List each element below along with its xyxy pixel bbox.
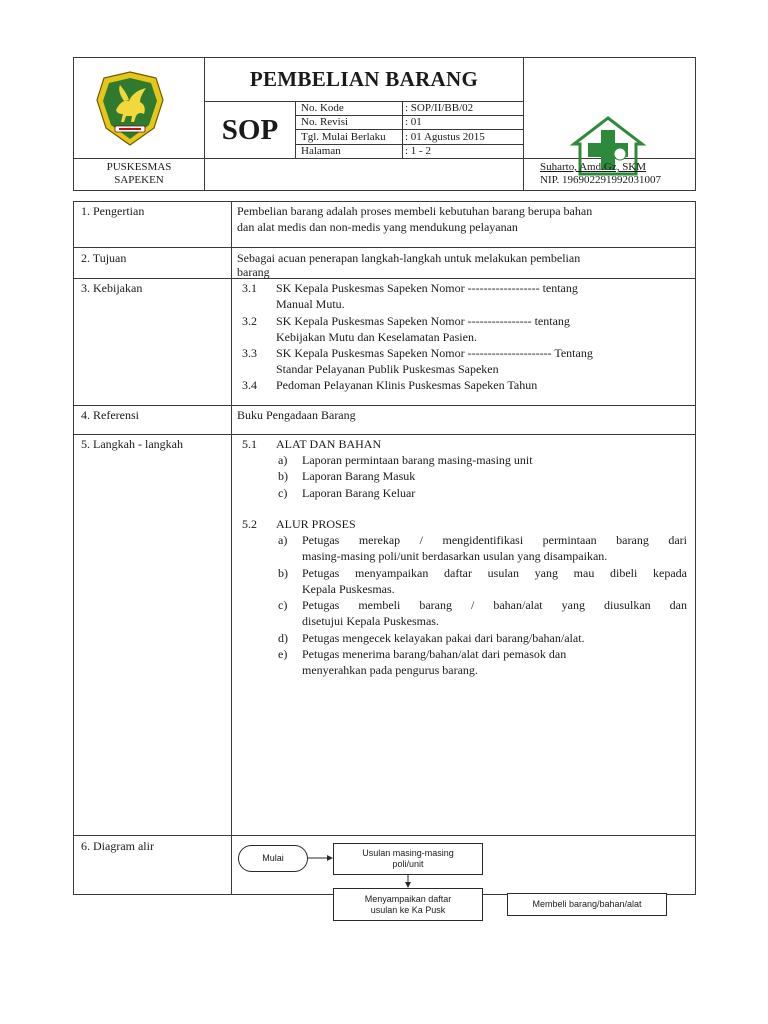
meta-date-label: Tgl. Mulai Berlaku xyxy=(301,131,386,143)
list-item: Laporan Barang Masuk xyxy=(302,469,416,483)
meta-page-value: : 1 - 2 xyxy=(405,145,431,157)
flow-sampaikan-line2: usulan ke Ka Pusk xyxy=(370,904,446,915)
sop-label: SOP xyxy=(221,114,279,146)
flow-membeli-node xyxy=(507,893,667,916)
tujuan-line2: barang xyxy=(237,265,270,279)
kebijakan-num: 3.3 xyxy=(242,346,257,360)
document-title: PEMBELIAN BARANG xyxy=(249,67,479,91)
list-item: Petugas menyampaikan daftar usulan yang mau dibeli kepada xyxy=(302,566,687,580)
meta-revision-label: No. Revisi xyxy=(301,116,349,128)
flow-membeli-label: Membeli barang/bahan/alat xyxy=(532,899,642,909)
kebijakan-text: SK Kepala Puskesmas Sapeken Nomor ------------------ tentang xyxy=(276,281,578,295)
list-letter: e) xyxy=(278,647,288,661)
meta-revision-value: : 01 xyxy=(405,116,422,128)
tujuan-line1: Sebagai acuan penerapan langkah-langkah untuk melakukan pembelian xyxy=(237,251,581,265)
list-item: Petugas membeli barang / bahan/alat yang diusulkan dan xyxy=(302,598,687,612)
meta-code-value: : SOP/II/BB/02 xyxy=(405,102,474,114)
flow-sampaikan-line1: Menyampaikan daftar xyxy=(364,893,452,904)
list-letter: d) xyxy=(278,631,288,645)
flow-sampaikan-node xyxy=(333,888,483,921)
meta-code-label: No. Kode xyxy=(301,102,344,114)
list-letter: a) xyxy=(278,453,288,467)
list-item: Petugas merekap / mengidentifikasi permintaan barang dari xyxy=(302,533,687,547)
flow-start-node xyxy=(238,845,308,872)
org-name-line2: SAPEKEN xyxy=(114,174,164,186)
flow-usulan-line2: poli/unit xyxy=(392,859,424,869)
signer-nip: NIP. 196902291992031007 xyxy=(540,174,662,186)
org-name-line1: PUSKESMAS xyxy=(106,161,172,173)
kebijakan-num: 3.1 xyxy=(242,281,257,295)
flow-start-label: Mulai xyxy=(262,853,284,863)
list-letter: c) xyxy=(278,486,288,500)
list-item: Laporan Barang Keluar xyxy=(302,486,416,500)
kebijakan-text-cont: Kebijakan Mutu dan Keselamatan Pasien. xyxy=(276,330,477,344)
section-label-pengertian: 1. Pengertian xyxy=(81,204,145,218)
pengertian-line1: Pembelian barang adalah proses membeli kebutuhan barang berupa bahan xyxy=(237,204,593,218)
list-letter: c) xyxy=(278,598,288,612)
list-item: Petugas menerima barang/bahan/alat dari pemasok dan xyxy=(302,647,567,661)
subsection-title: ALAT DAN BAHAN xyxy=(276,437,382,451)
list-item-cont: masing-masing poli/unit berdasarkan usulan yang disampaikan. xyxy=(302,549,608,563)
list-item-cont: menyerahkan pada pengurus barang. xyxy=(302,663,478,677)
meta-date-value: : 01 Agustus 2015 xyxy=(405,131,485,143)
list-letter: a) xyxy=(278,533,288,547)
kebijakan-text: SK Kepala Puskesmas Sapeken Nomor ---------------- tentang xyxy=(276,314,570,328)
list-item-cont: Kepala Puskesmas. xyxy=(302,582,395,596)
referensi-text: Buku Pengadaan Barang xyxy=(237,408,356,422)
pegasus-emblem-icon xyxy=(94,70,166,148)
pengertian-line2: dan alat medis dan non-medis yang mendukung pelayanan xyxy=(237,220,518,234)
kebijakan-text: Pedoman Pelayanan Klinis Puskesmas Sapeken Tahun xyxy=(276,378,538,392)
kebijakan-num: 3.2 xyxy=(242,314,257,328)
signer-name: Suharto, Amd.Gz, SKM xyxy=(540,161,647,173)
section-label-kebijakan: 3. Kebijakan xyxy=(81,281,143,295)
section-label-diagram: 6. Diagram alir xyxy=(81,839,154,853)
kebijakan-num: 3.4 xyxy=(242,378,257,392)
flow-usulan-node xyxy=(333,843,483,875)
kebijakan-text-cont: Standar Pelayanan Publik Puskesmas Sapeken xyxy=(276,362,499,376)
kebijakan-text: SK Kepala Puskesmas Sapeken Nomor --------------------- Tentang xyxy=(276,346,593,360)
flow-usulan-line1: Usulan masing-masing xyxy=(362,848,454,858)
section-label-langkah: 5. Langkah - langkah xyxy=(81,437,183,451)
list-letter: b) xyxy=(278,469,288,483)
list-item: Laporan permintaan barang masing-masing unit xyxy=(302,453,533,467)
section-label-tujuan: 2. Tujuan xyxy=(81,251,127,265)
subsection-title: ALUR PROSES xyxy=(276,517,356,531)
subsection-num: 5.1 xyxy=(242,437,257,451)
list-letter: b) xyxy=(278,566,288,580)
section-label-referensi: 4. Referensi xyxy=(81,408,139,422)
list-item: Petugas mengecek kelayakan pakai dari barang/bahan/alat. xyxy=(302,631,585,645)
subsection-num: 5.2 xyxy=(242,517,257,531)
kebijakan-text-cont: Manual Mutu. xyxy=(276,297,345,311)
list-item-cont: disetujui Kepala Puskesmas. xyxy=(302,614,439,628)
meta-page-label: Halaman xyxy=(301,145,341,157)
